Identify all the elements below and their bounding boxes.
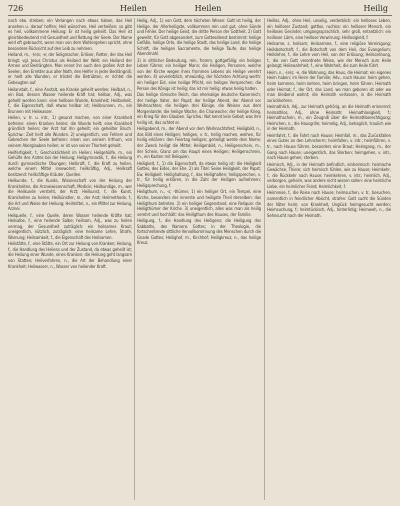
entry-paragraph: 3) in sittlicher Bedeutung, rein, fromm, gottgefällig: ein heiliges Leben führen; ein heiliger Mann; die Heiligen, Personen, welche von der Kirche wegen ihres frommen Lebens als Heilige verehrt werden. 4) unverletzlich, ehrwürdig, der höchsten Achtung werth: ein heiliger Eid, eine heilige Pflicht, ein heiliges Versprechen; die Person des Königs ist heilig; das ist mir heilig; etwas heilig halten. bbox=[137, 57, 261, 91]
entry-paragraph: Heimfahrt, f., die Fahrt nach Hause; Heimfall, m., das Zurückfallen eines Gutes an den Lehnsherrn; heimfallen, v. intr.; heimführen, v. tr., nach Hause führen, besonders eine Braut; Heimgang, m., der Gang nach Hause; uneigentlich, das Sterben; heimgehen, v. intr., nach Hause gehen; sterben. bbox=[267, 132, 391, 161]
entry-paragraph: Das heilige römische Reich, das ehemalige deutsche Kaiserreich; der heilige Vater, der Papst; der heilige Abend, der Abend vor Weihnachten; die heiligen drei Könige, die Weisen aus dem Morgenlande; die heilige Woche, die Charwoche; der heilige Krieg, ein Krieg für den Glauben. Sprichw.: Not kennt kein Gebot; was ihm heilig ist, das achtet er. bbox=[137, 92, 261, 125]
right-guide-word: Heilig bbox=[363, 4, 388, 13]
column-divider bbox=[134, 18, 135, 500]
column-divider bbox=[264, 18, 265, 500]
entry-paragraph: Heillos, Adj., ohne Heil, unselig, verderblich: ein heilloses Leben, ein heilloser Zustand; gottlos, ruchlos: ein heilloser Mensch, ein heilloses Gesindel; umgangssprachlich, sehr groß, entsetzlich: ein heilloser Lärm, eine heillose Verwirrung; Heillosigkeit, f. bbox=[267, 18, 391, 40]
entry-paragraph: Heilstätte, f., eine Stätte, ein Ort zur Heilung von Kranken; Heilung, f., die Handlung des Heilens und der Zustand, da etwas geheilt ist; die Heilung einer Wunde, eines Kranken; die Heilung geht langsam von Statten; Heilverfahren, n., die Art der Behandlung einer Krankheit; Heilwasser, n., Wasser von heilender Kraft. bbox=[8, 241, 132, 269]
text-column-middle bbox=[137, 18, 261, 500]
entry-paragraph: Heilquelle, f., eine Quelle, deren Wasser heilende Kräfte hat; Heilsalbe, f., eine heilende Salbe; heilsam, Adj., was zu heilen vermag, der Gesundheit zuträglich: ein heilsames Kraut; uneigentlich, nützlich, zuträglich: eine heilsame Lehre, Strafe, Warnung; Heilsamkeit, f., die Eigenschaft des Heilsamen. bbox=[8, 212, 132, 240]
center-guide-word: Heilen bbox=[194, 4, 222, 13]
entry-paragraph: Heimisch, Adj., in der Heimath befindlich, einheimisch: heimische Gewächse, Thiere; sich heimisch fühlen, wie zu Hause; Heimkehr, f., die Rückkehr nach Hause; heimkehren, v. intr.; heimlich, Adj., verborgen, geheim, was andere nicht wissen sollen: eine heimliche Liebe, ein heimlicher Feind; Heimlichkeit, f. bbox=[267, 161, 391, 189]
entry-paragraph: Heilig, Adj., 1) von Gott, dem höchsten Wesen: Gott ist heilig, der Heilige, der Allerheiligste, vollkommen rein und gut, ohne Sünde und Fehler. Der heilige Geist, die dritte Person der Gottheit. 2) Gott geweiht, für Gott abgesondert, zum Gottesdienst bestimmt: heilige Gefäße, heilige Orte, die heilige Stadt, das heilige Land, die heilige Schrift, die heiligen Sacramente, die heilige Taufe, das heilige Abendmahl. bbox=[137, 18, 261, 57]
header-rule bbox=[8, 15, 392, 16]
text-column-left bbox=[8, 18, 132, 500]
page-number: 726 bbox=[8, 4, 24, 13]
text-column-right bbox=[267, 18, 391, 500]
entry-paragraph: Heiland, m., -(e)s; -e; der Seligmacher, Erlöser, Retter, der das Heil bringt; vgl. Jesus Christus als Heiland der Welt; ein Heiland der Armen und Bedrängten. Man nennt ihn auch den großen Arzt der Seelen, den Erretter aus aller Noth, den Helfer in jeder Bedrängniß; er heilt alle Wunden, er tröstet die Betrübten, er richtet die Gebeugten auf. bbox=[8, 52, 132, 86]
entry-paragraph: nach etw. streben; ein Verlangen nach etwas haben, das Heil ansehen u. darauf hoffen; Heil wünschen, Heil verheißen; so gibt es heil, vollkommene Heilung: Er ist heilig geheilt. Das Heil ist gleichbedeutend mit Gesundheit und Rettung der Seele. Der Name wird oft gebraucht, wenn man von dem Wohlergehen spricht, ohne besondere Rücksicht auf den Leib zu nehmen. bbox=[8, 18, 132, 51]
entry-paragraph: Heim, n., -(e)s; -e, die Wohnung, das Haus, die Heimat: ein eigenes Heim haben; im Heim der Familie; Adv., nach Hause: heim gehen, heim kommen, heim kehren, heim bringen, heim führen. Heimath oder Heimat, f., der Ort, das Land, wo man geboren ist oder wo man bleibend wohnt; die Heimath verlassen, in die Heimath zurückkehren. bbox=[267, 69, 391, 103]
entry-paragraph: Heilfertigkeit, f., Geschicklichkeit im Heilen; Heilgehülfe, m., ein Gehülfe des Arztes bei der Heilung; Heilgymnastik, f., die Heilung durch gymnastische Übungen; Heilkraft, f., die Kraft zu heilen, welche einem Mittel innewohnt; heilkräftig, Adj., Heilkraft besitzend: heilkräftige Kräuter, Quellen. bbox=[8, 149, 132, 177]
entry-paragraph: Heilen, v. tr. u. intr., 1) gesund machen, von einer Krankheit befreien: einen Kranken heilen; die Wunde heilt; eine Krankheit gründlich heilen; der Arzt hat ihn geheilt; ein geheilter Bruch. Sprichw.: Zeit heilt alle Wunden. 2) uneigentlich, von Fehlern und Gebrechen der Seele befreien: einen von seinem Irrthum, von seinem Aberglauben heilen; er ist von seiner Thorheit geheilt. bbox=[8, 115, 132, 149]
entry-paragraph: Heiligkeit, f., 1) die Eigenschaft, da etwas heilig ist: die Heiligkeit Gottes, des Eides, der Ehe. 2) als Titel: Seine Heiligkeit, der Papst; Ew. Heiligkeit. Heilighaltung, f., das Heilighalten; heiligsprechen, v. tr., für heilig erklären, in die Zahl der Heiligen aufnehmen; Heiligsprechung, f. bbox=[137, 160, 261, 188]
entry-paragraph: Heiligthum, n., -s; -thümer, 1) ein heiliger Ort, ein Tempel, eine Kirche, besonders der innerste und heiligste Theil derselben: das Heiligthum betreten. 2) ein heiliger Gegenstand, eine Reliquie: die Heiligthümer der Kirche. 3) uneigentlich, alles was man als heilig verehrt und hochhält: das Heiligthum des Hauses, der Familie. bbox=[137, 189, 261, 217]
entry-paragraph: Heiligabend, m., der Abend vor dem Weihnachtsfest; Heiligbild, n., das Bild eines Heiligen; heiligen, v. tr., heilig machen, weihen, für heilig erklären: den Feiertag heiligen; geheiligt werde dein Name; der Zweck heiligt die Mittel; Heiligenbild, n., Heiligenschein, m., der Schein, Glanz um das Haupt eines Heiligen; Heiligenschrein, m., ein Kasten mit Reliquien. bbox=[137, 126, 261, 160]
left-guide-word: Heilen bbox=[120, 4, 147, 13]
entry-paragraph: Heilsame, s. heilsam; Heilsarmee, f., eine religiöse Vereinigung; Heilsbotschaft, f., die Botschaft von dem Heil, das Evangelium; Heilslehre, f., die Lehre vom Heil, von der Erlösung; Heilsordnung, f., die von Gott verordnete Weise, wie der Mensch zum Heile gelangt; Heilswahrheit, f., eine Wahrheit, die zum Heile führt. bbox=[267, 41, 391, 69]
entry-paragraph: Heimathlich, Adj., zur Heimath gehörig, an die Heimath erinnernd; heimathlos, Adj., ohne Heimath; Heimathlosigkeit, f.; Heimathschein, m., ein Zeugniß über die Heimathberechtigung; Heimchen, n., die Hausgrille; heimelig, Adj., behaglich, traulich wie in der Heimath. bbox=[267, 104, 391, 132]
entry-paragraph: Heilanstalt, f., eine Anstalt, wo Kranke geheilt werden; Heilbad, n., ein Bad, dessen Wasser heilende Kraft hat; heilbar, Adj., was geheilt werden kann: eine heilbare Wunde, Krankheit; Heilbarkeit, f., die Eigenschaft, daß etwas heilbar ist; Heilbrunnen, m., ein Brunnen mit Heilwasser. bbox=[8, 86, 132, 114]
entry-paragraph: Heilkunde, f., die Kunde, Wissenschaft von der Heilung der Krankheiten, die Arzneiwissenschaft, Medicin; Heilkundige, m., wer die Heilkunde versteht, der Arzt; Heilkunst, f., die Kunst, Krankheiten zu heilen; Heilkünstler, m., der Arzt; Heilmethode, f., die Art und Weise der Heilung; Heilmittel, n., ein Mittel zur Heilung, Arznei. bbox=[8, 178, 132, 212]
entry-paragraph: Heimreise, f., die Reise nach Hause; heimsuchen, v. tr., besuchen, namentlich in feindlicher Absicht, strafen: Gott sucht die Sünden der Väter heim; von Krankheit, Unglück heimgesucht werden; Heimsuchung, f.; heimtückisch, Adj., hinterlistig; Heimweh, n., die Sehnsucht nach der Heimath. bbox=[267, 190, 391, 218]
entry-paragraph: Heiligung, f., die Handlung des Heiligens; die Heiligung des Sabbaths, des Namens Gottes; in der Theologie, die fortschreitende sittliche Vervollkommnung des Menschen durch die Gnade Gottes; Heilighof, m., Kirchhof; Heiligkreuz, n., das heilige Kreuz. bbox=[137, 218, 261, 246]
